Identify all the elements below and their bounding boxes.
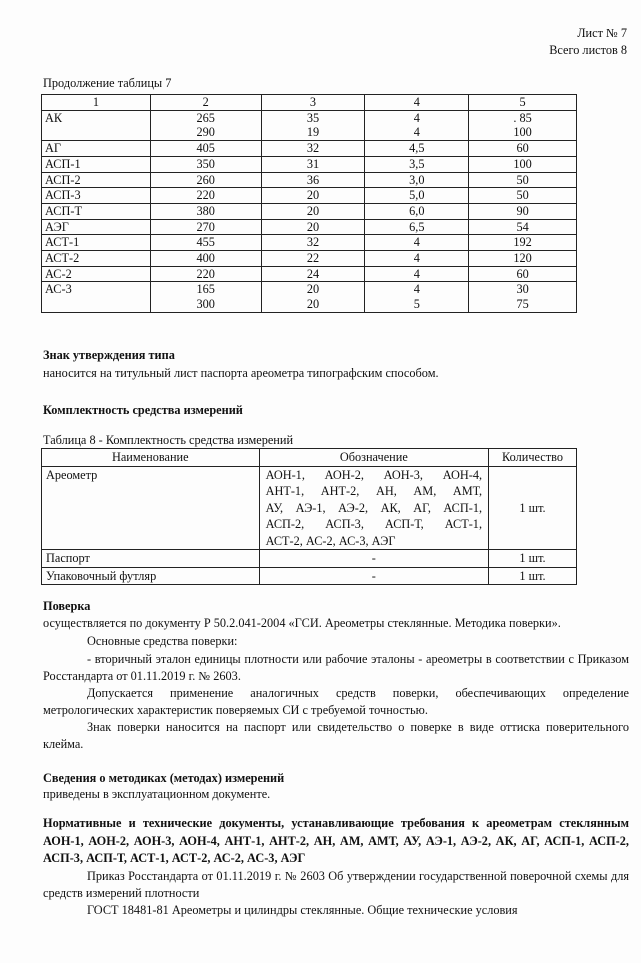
- table7-cell: 270: [150, 219, 261, 235]
- methods-text: приведены в эксплуатационном документе.: [43, 787, 271, 801]
- table7-cell: 3,0: [365, 172, 469, 188]
- table7-cell: 20: [261, 188, 365, 204]
- table8-row-qty: 1 шт.: [489, 466, 577, 550]
- table7-cell: 4: [365, 235, 469, 251]
- table7-row: [42, 110, 577, 140]
- table7-cell: 20: [261, 203, 365, 219]
- table7-header-cell: 2: [150, 95, 261, 111]
- table7-cell: 380: [150, 203, 261, 219]
- table7-cell: 4 5: [365, 282, 469, 312]
- approval-heading: Знак утверждения типа: [43, 348, 175, 362]
- table7-cell: . 85 100: [469, 110, 577, 140]
- table7-row-label: АС-2: [42, 266, 151, 282]
- table7-cell: 4: [365, 266, 469, 282]
- table8-row-name: Ареометр: [42, 466, 260, 550]
- table7-cell: 32: [261, 141, 365, 157]
- table7-cell: 24: [261, 266, 365, 282]
- verification-heading: Поверка: [43, 599, 91, 613]
- verification-line2: Основные средства поверки:: [87, 634, 238, 648]
- designation-line: АСТ-2, АС-2, АС-3, АЭГ: [265, 533, 396, 548]
- table7-cell: 455: [150, 235, 261, 251]
- table8-row: [42, 466, 577, 550]
- table7-cell: 400: [150, 251, 261, 267]
- table7-cell: 36: [261, 172, 365, 188]
- table7-cell: 3,5: [365, 156, 469, 172]
- table8-row-designation: -: [259, 550, 488, 568]
- table7-cell: 54: [469, 219, 577, 235]
- table7-row-label: АСП-1: [42, 156, 151, 172]
- table7-caption: Продолжение таблицы 7: [43, 76, 172, 90]
- table7-row-label: АСТ-1: [42, 235, 151, 251]
- table7-cell: 30 75: [469, 282, 577, 312]
- table8-row: [42, 550, 577, 568]
- table8-row-name: Упаковочный футляр: [42, 567, 260, 585]
- table7-cell: 20: [261, 219, 365, 235]
- table7-cell: 60: [469, 141, 577, 157]
- table7-cell: 192: [469, 235, 577, 251]
- table7-row: [42, 266, 577, 282]
- verification-line4: Допускается применение аналогичных средств поверки, обеспечивающих определение метрологических характеристик поверяемых СИ с требуемой точностью.: [43, 686, 629, 718]
- table7-header-cell: 4: [365, 95, 469, 111]
- table7-row-label: АС-3: [42, 282, 151, 312]
- table7-cell: 32: [261, 235, 365, 251]
- total-sheets: Всего листов 8: [549, 43, 627, 57]
- table7-row: [42, 219, 577, 235]
- methods-heading: Сведения о методиках (методах) измерений: [43, 771, 285, 785]
- table8-row-designation: [259, 466, 488, 550]
- table8-row-designation: -: [259, 567, 488, 585]
- table7-row: [42, 172, 577, 188]
- table7-cell: 4,5: [365, 141, 469, 157]
- table8-header-row: [42, 449, 577, 467]
- verification-line5: Знак поверки наносится на паспорт или свидетельство о поверке в виде оттиска поверительного клейма.: [43, 720, 629, 752]
- table7-row: [42, 282, 577, 312]
- table7-cell: 90: [469, 203, 577, 219]
- table7-cell: 35 19: [261, 110, 365, 140]
- table7-cell: 405: [150, 141, 261, 157]
- table7-row-label: АСП-Т: [42, 203, 151, 219]
- table7-header-row: [42, 95, 577, 111]
- table7-cell: 120: [469, 251, 577, 267]
- table7-cell: 4: [365, 251, 469, 267]
- table7-cell: 6,0: [365, 203, 469, 219]
- table8-header-name: Наименование: [42, 449, 260, 467]
- table7-cell: 6,5: [365, 219, 469, 235]
- table7-cell: 60: [469, 266, 577, 282]
- normative-item1: Приказ Росстандарта от 01.11.2019 г. № 2603 Об утверждении государственной поверочной схемы для средств измерений плотности: [43, 869, 629, 901]
- sheet-number: Лист № 7: [577, 26, 627, 40]
- table7-row-label: АГ: [42, 141, 151, 157]
- table7-row: [42, 203, 577, 219]
- designation-line: АУ, АЭ-1, АЭ-2, АК, АГ, АСП-1,: [265, 500, 483, 515]
- table7-cell: 165 300: [150, 282, 261, 312]
- table7-row-label: АК: [42, 110, 151, 140]
- normative-heading: Нормативные и технические документы, устанавливающие требования к ареометрам стеклянным АОН-1, АОН-2, АОН-3, АОН-4, АНТ-1, АНТ-2, АН, АМ, АМТ, АУ, АЭ-1, АЭ-2, АК, АГ, АСП-1, АСП-2, АСП-3, АСП-Т, АСТ-1, АСТ-2, АС-2, АС-3, АЭГ: [43, 816, 629, 866]
- table7-body: [42, 95, 577, 313]
- table7-header-cell: 1: [42, 95, 151, 111]
- table7-cell: 50: [469, 188, 577, 204]
- table8-row-qty: 1 шт.: [489, 550, 577, 568]
- table7-row: [42, 141, 577, 157]
- table7-row-label: АЭГ: [42, 219, 151, 235]
- table7-row: [42, 235, 577, 251]
- table8: [41, 448, 577, 585]
- table7-cell: 5,0: [365, 188, 469, 204]
- table7-row: [42, 251, 577, 267]
- table7-row: [42, 188, 577, 204]
- table7-row: [42, 156, 577, 172]
- table7-row-label: АСП-3: [42, 188, 151, 204]
- table7-cell: 20 20: [261, 282, 365, 312]
- table8-row-qty: 1 шт.: [489, 567, 577, 585]
- page-header: [549, 25, 627, 59]
- table7-cell: 260: [150, 172, 261, 188]
- approval-text: наносится на титульный лист паспорта ареометра типографским способом.: [43, 366, 439, 380]
- table8-caption: Таблица 8 - Комплектность средства измерений: [43, 433, 294, 447]
- table7-row-label: АСТ-2: [42, 251, 151, 267]
- table7-cell: 4 4: [365, 110, 469, 140]
- table8-row: [42, 567, 577, 585]
- table7-cell: 265 290: [150, 110, 261, 140]
- designation-line: АНТ-1, АНТ-2, АН, АМ, АМТ,: [265, 484, 483, 498]
- table7-header-cell: 5: [469, 95, 577, 111]
- designation-line: АОН-1, АОН-2, АОН-3, АОН-4,: [265, 467, 483, 482]
- table7-cell: 22: [261, 251, 365, 267]
- table7-cell: 220: [150, 266, 261, 282]
- table7-header-cell: 3: [261, 95, 365, 111]
- table8-header-qty: Количество: [489, 449, 577, 467]
- normative-item2: ГОСТ 18481-81 Ареометры и цилиндры стеклянные. Общие технические условия: [87, 903, 518, 917]
- table8-header-designation: Обозначение: [259, 449, 488, 467]
- completeness-heading: Комплектность средства измерений: [43, 403, 243, 417]
- table7-cell: 50: [469, 172, 577, 188]
- table8-row-name: Паспорт: [42, 550, 260, 568]
- verification-line3: - вторичный эталон единицы плотности или рабочие эталоны - ареометры в соответствии с Приказом Росстандарта от 01.11.2019 г. № 2603.: [43, 652, 629, 684]
- table7-cell: 100: [469, 156, 577, 172]
- designation-line: АСП-2, АСП-3, АСП-Т, АСТ-1,: [265, 517, 483, 531]
- table7-row-label: АСП-2: [42, 172, 151, 188]
- table7-cell: 31: [261, 156, 365, 172]
- table7: [41, 94, 577, 313]
- table7-cell: 350: [150, 156, 261, 172]
- table7-cell: 220: [150, 188, 261, 204]
- verification-line1: осуществляется по документу Р 50.2.041-2004 «ГСИ. Ареометры стеклянные. Методика поверки».: [43, 616, 561, 630]
